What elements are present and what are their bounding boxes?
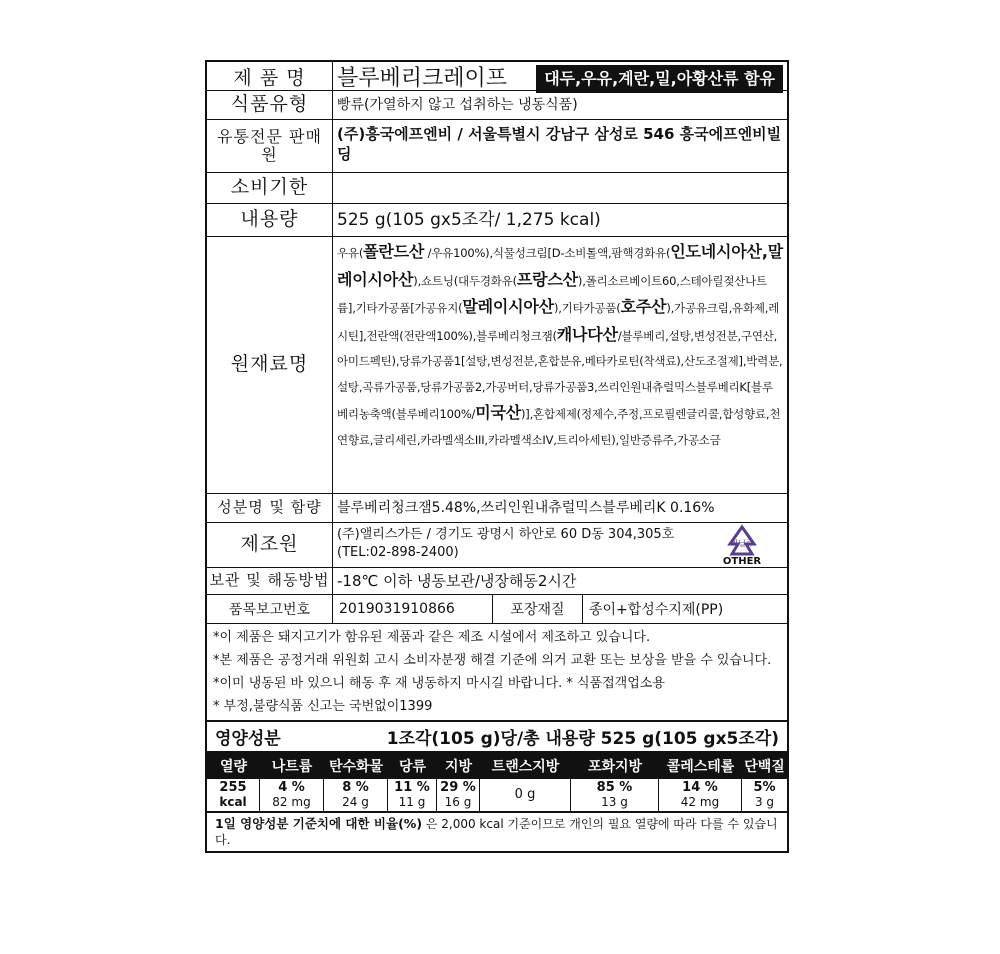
nutrition-serving: 1조각(105 g)당/총 내용량 525 g(105 gx5조각) [386,729,779,749]
net-content-row [207,203,787,236]
nutrient-header: 포화지방 [571,753,659,779]
distributor-row [207,119,787,172]
note-line: *본 제품은 공정거래 위원회 고시 소비자분쟁 해결 기준에 의거 교환 또는 보상을 받을 수 있습니다. [213,653,772,668]
ingredients-row [207,236,787,493]
note-line: *이미 냉동된 바 있으니 해동 후 재 냉동하지 마시길 바랍니다. * 식품접객업소용 [213,676,665,691]
nutrient-header: 열량 [207,753,260,779]
origin-tag: 인도네시아산,말레이시아산 [337,242,783,289]
nutrient-cell: 255 kcal [207,779,260,811]
food-type-value: 빵류(가열하지 않고 섭취하는 냉동식품) [337,96,578,113]
expiry-value [333,173,787,203]
origin-tag: 호주산 [620,297,667,316]
note-line: *이 제품은 돼지고기가 함유된 제품과 같은 제조 시설에서 제조하고 있습니다. [213,630,651,645]
components-row [207,493,787,522]
manufacturer-label: 제조원 [207,523,333,567]
product-name-row [207,62,787,90]
nutrient-header: 탄수화물 [324,753,388,779]
net-content-value: 525 g(105 gx5조각/ 1,275 kcal) [337,209,601,230]
nutrient-header: 나트륨 [260,753,324,779]
recycle-icon [707,524,777,566]
origin-tag: 미국산 [475,403,521,422]
nutrient-cell: 5% 3 g [753,780,776,809]
nutrient-cell: 85 % 13 g [571,779,659,811]
product-name-label: 제 품 명 [207,62,333,96]
food-type-label: 식품유형 [207,91,333,119]
distributor-value: (주)흥국에프엔비 / 서울특별시 강남구 삼성로 546 흥국에프엔비빌딩 [337,125,782,164]
storage-row [207,567,787,594]
components-label: 성분명 및 함량 [207,494,333,522]
nutrient-cell: 0 g [480,779,571,811]
nutrient-cell: 29 % 16 g [437,779,480,811]
nutrition-header [207,720,787,751]
expiry-label: 소비기한 [207,173,333,203]
manufacturer-value: (주)앨리스가든 / 경기도 광명시 하안로 60 D동 304,305호(TEL:02-898-2400) [337,527,675,560]
allergy-badge: 대두,우유,계란,밀,아황산류 함유 [536,65,783,93]
food-label [205,60,789,853]
notes [207,623,787,720]
components-value: 블루베리청크잼5.48%,쓰리인원내츄럴믹스블루베리K 0.16% [337,499,715,516]
product-name: 블루베리크레이프 [337,66,508,91]
distributor-label: 유통전문 판매원 [207,120,333,172]
origin-tag: 말레이시아산 [462,297,554,316]
manufacturer-row [207,522,787,567]
expiry-row [207,172,787,203]
nutrient-header: 콜레스테롤 [659,753,742,779]
origin-tag: 폴란드산 [363,242,425,261]
food-type-row [207,90,787,119]
ingredients-label: 원재료명 [207,237,333,493]
material-label: 포장재질 [493,595,583,623]
nutrient-header: 지방 [437,753,480,779]
storage-value: -18℃ 이하 냉동보관/냉장해동2시간 [337,571,577,590]
nutrient-cell: 4 % 82 mg [260,779,324,811]
nutrient-header: 당류 [388,753,437,779]
net-content-label: 내용량 [207,204,333,236]
report-label: 품목보고번호 [207,595,333,623]
origin-tag: 캐나다산 [556,324,618,344]
origin-tag: 프랑스산 [516,269,578,289]
nutrient-cell: 14 % 42 mg [659,779,742,811]
recycle-top-text: 비닐류 [730,539,754,548]
note-line: * 부정,불량식품 신고는 국번없이1399 [213,699,433,714]
storage-label: 보관 및 해동방법 [207,568,333,594]
nutrition-table [207,751,787,811]
report-row [207,594,787,623]
recycle-bottom-text: OTHER [722,556,762,566]
nutrient-cell: 8 % 24 g [324,779,388,811]
report-number: 2019031910866 [333,595,493,623]
nutrition-footnote: 1일 영양성분 기준치에 대한 비율(%) 은 2,000 kcal 기준이므로 개인의 필요 열량에 따라 다를 수 있습니다. [207,811,787,851]
nutrient-header: 트랜스지방 [480,753,571,779]
material-value: 종이+합성수지제(PP) [589,602,724,618]
nutrition-title: 영양성분 [215,729,281,749]
nutrient-header: 단백질 [742,753,787,779]
nutrient-cell: 11 % 11 g [388,779,437,811]
recycle-mark [697,523,787,567]
ingredients-value: 우유(폴란드산 /우유100%),식물성크림[D-소비톨액,팜핵경화유(인도네시아산,말레이시아산),쇼트닝(대두경화유(프랑스산),폴리소르베이트60,스테아릴젖산나트륨],기타가공품[가공유지(말레이시아산),기타가공품(호주산),가공유크림,유화제,레시틴],전란액(전란액100%),블루베리청크잼(캐나다산/블루베리,설탕,변성전분,구연산,아미드펙틴),당류가공품1[설탕,변성전분,혼합분유,베타카로틴(착색료),산도조절제],박력분,설탕,곡류가공품,당류가공품2,가공버터,당류가공품3,쓰리인원내츄럴믹스블루베리K[블루베리농축액(블루베리100%/미국산)],혼합제제(정제수,주정,프로필렌글리콜,합성향료,천연향료,글리세린,카라멜색소III,카라멜색소IV,트리아세틴),일반증류주,가공소금 [337,242,783,447]
